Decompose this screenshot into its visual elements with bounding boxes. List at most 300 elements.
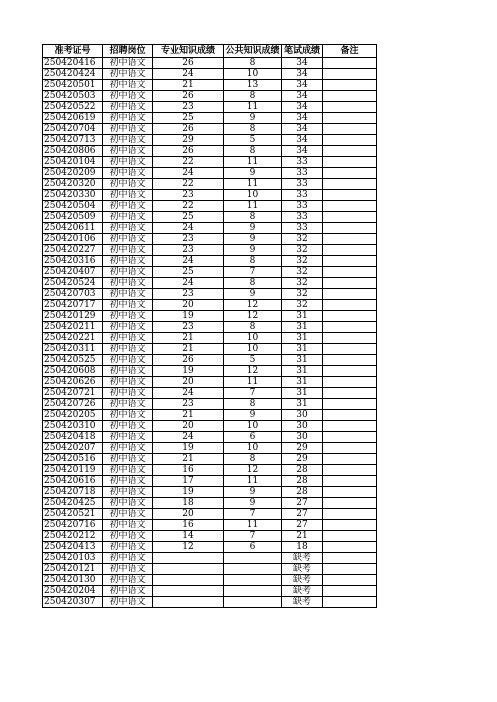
cell-remarks[interactable] bbox=[323, 311, 377, 322]
cell-position[interactable]: 初中语文 bbox=[103, 333, 153, 344]
cell-professional-score[interactable]: 23 bbox=[153, 234, 224, 245]
cell-written-score[interactable]: 32 bbox=[282, 234, 323, 245]
cell-public-score[interactable]: 11 bbox=[224, 377, 282, 388]
cell-remarks[interactable] bbox=[323, 498, 377, 509]
cell-written-score[interactable]: 27 bbox=[282, 520, 323, 531]
cell-position[interactable]: 初中语文 bbox=[103, 234, 153, 245]
cell-professional-score[interactable] bbox=[153, 553, 224, 564]
cell-remarks[interactable] bbox=[323, 465, 377, 476]
cell-public-score[interactable]: 7 bbox=[224, 388, 282, 399]
cell-professional-score[interactable]: 29 bbox=[153, 135, 224, 146]
cell-position[interactable]: 初中语文 bbox=[103, 344, 153, 355]
cell-position[interactable]: 初中语文 bbox=[103, 597, 153, 608]
cell-remarks[interactable] bbox=[323, 542, 377, 553]
cell-public-score[interactable]: 10 bbox=[224, 344, 282, 355]
cell-professional-score[interactable] bbox=[153, 564, 224, 575]
cell-position[interactable]: 初中语文 bbox=[103, 520, 153, 531]
cell-professional-score[interactable]: 21 bbox=[153, 333, 224, 344]
cell-public-score[interactable]: 7 bbox=[224, 531, 282, 542]
cell-remarks[interactable] bbox=[323, 553, 377, 564]
cell-public-score[interactable]: 12 bbox=[224, 300, 282, 311]
cell-exam-id[interactable]: 250420212 bbox=[43, 531, 103, 542]
cell-position[interactable]: 初中语文 bbox=[103, 91, 153, 102]
cell-position[interactable]: 初中语文 bbox=[103, 58, 153, 69]
cell-professional-score[interactable]: 26 bbox=[153, 146, 224, 157]
cell-position[interactable]: 初中语文 bbox=[103, 201, 153, 212]
cell-written-score[interactable]: 33 bbox=[282, 212, 323, 223]
cell-exam-id[interactable]: 250420227 bbox=[43, 245, 103, 256]
cell-professional-score[interactable]: 19 bbox=[153, 366, 224, 377]
cell-position[interactable]: 初中语文 bbox=[103, 432, 153, 443]
cell-remarks[interactable] bbox=[323, 520, 377, 531]
cell-professional-score[interactable]: 17 bbox=[153, 476, 224, 487]
cell-public-score[interactable]: 9 bbox=[224, 113, 282, 124]
cell-exam-id[interactable]: 250420509 bbox=[43, 212, 103, 223]
cell-exam-id[interactable]: 250420104 bbox=[43, 157, 103, 168]
cell-exam-id[interactable]: 250420611 bbox=[43, 223, 103, 234]
cell-position[interactable]: 初中语文 bbox=[103, 113, 153, 124]
cell-written-score[interactable]: 33 bbox=[282, 201, 323, 212]
cell-exam-id[interactable]: 250420501 bbox=[43, 80, 103, 91]
cell-exam-id[interactable]: 250420129 bbox=[43, 311, 103, 322]
cell-written-score[interactable]: 34 bbox=[282, 146, 323, 157]
cell-exam-id[interactable]: 250420524 bbox=[43, 278, 103, 289]
cell-remarks[interactable] bbox=[323, 267, 377, 278]
cell-public-score[interactable]: 8 bbox=[224, 146, 282, 157]
cell-position[interactable]: 初中语文 bbox=[103, 311, 153, 322]
cell-public-score[interactable]: 11 bbox=[224, 179, 282, 190]
cell-written-score[interactable]: 31 bbox=[282, 399, 323, 410]
cell-written-score[interactable]: 34 bbox=[282, 69, 323, 80]
cell-position[interactable]: 初中语文 bbox=[103, 322, 153, 333]
cell-position[interactable]: 初中语文 bbox=[103, 377, 153, 388]
cell-position[interactable]: 初中语文 bbox=[103, 421, 153, 432]
cell-written-score[interactable]: 32 bbox=[282, 267, 323, 278]
cell-professional-score[interactable] bbox=[153, 575, 224, 586]
cell-written-score[interactable]: 34 bbox=[282, 102, 323, 113]
cell-public-score[interactable]: 6 bbox=[224, 432, 282, 443]
cell-professional-score[interactable]: 14 bbox=[153, 531, 224, 542]
header-remarks[interactable]: 备注 bbox=[323, 45, 377, 58]
cell-remarks[interactable] bbox=[323, 223, 377, 234]
cell-position[interactable]: 初中语文 bbox=[103, 212, 153, 223]
cell-position[interactable]: 初中语文 bbox=[103, 300, 153, 311]
cell-written-score[interactable]: 28 bbox=[282, 465, 323, 476]
cell-exam-id[interactable]: 250420717 bbox=[43, 300, 103, 311]
cell-written-score[interactable]: 33 bbox=[282, 157, 323, 168]
cell-remarks[interactable] bbox=[323, 201, 377, 212]
cell-professional-score[interactable]: 26 bbox=[153, 58, 224, 69]
cell-public-score[interactable]: 8 bbox=[224, 212, 282, 223]
cell-position[interactable]: 初中语文 bbox=[103, 542, 153, 553]
cell-professional-score[interactable]: 20 bbox=[153, 377, 224, 388]
cell-exam-id[interactable]: 250420316 bbox=[43, 256, 103, 267]
cell-professional-score[interactable]: 26 bbox=[153, 124, 224, 135]
cell-public-score[interactable]: 11 bbox=[224, 102, 282, 113]
cell-professional-score[interactable]: 16 bbox=[153, 465, 224, 476]
cell-written-score[interactable]: 缺考 bbox=[282, 597, 323, 608]
cell-exam-id[interactable]: 250420608 bbox=[43, 366, 103, 377]
cell-remarks[interactable] bbox=[323, 289, 377, 300]
cell-position[interactable]: 初中语文 bbox=[103, 553, 153, 564]
cell-position[interactable]: 初中语文 bbox=[103, 168, 153, 179]
cell-written-score[interactable]: 缺考 bbox=[282, 553, 323, 564]
cell-written-score[interactable]: 31 bbox=[282, 377, 323, 388]
cell-public-score[interactable]: 11 bbox=[224, 201, 282, 212]
cell-position[interactable]: 初中语文 bbox=[103, 124, 153, 135]
cell-written-score[interactable]: 30 bbox=[282, 432, 323, 443]
header-public-score[interactable]: 公共知识成绩 bbox=[225, 46, 280, 56]
cell-professional-score[interactable]: 21 bbox=[153, 454, 224, 465]
cell-public-score[interactable]: 9 bbox=[224, 234, 282, 245]
cell-professional-score[interactable]: 20 bbox=[153, 509, 224, 520]
cell-professional-score[interactable]: 18 bbox=[153, 498, 224, 509]
header-written-score[interactable]: 笔试成绩 bbox=[282, 45, 323, 58]
cell-public-score[interactable]: 10 bbox=[224, 190, 282, 201]
cell-written-score[interactable]: 32 bbox=[282, 289, 323, 300]
cell-public-score[interactable]: 8 bbox=[224, 399, 282, 410]
cell-remarks[interactable] bbox=[323, 179, 377, 190]
cell-exam-id[interactable]: 250420425 bbox=[43, 498, 103, 509]
cell-position[interactable]: 初中语文 bbox=[103, 509, 153, 520]
cell-professional-score[interactable]: 24 bbox=[153, 223, 224, 234]
cell-position[interactable]: 初中语文 bbox=[103, 190, 153, 201]
cell-position[interactable]: 初中语文 bbox=[103, 69, 153, 80]
cell-remarks[interactable] bbox=[323, 410, 377, 421]
cell-exam-id[interactable]: 250420721 bbox=[43, 388, 103, 399]
cell-exam-id[interactable]: 250420616 bbox=[43, 476, 103, 487]
cell-position[interactable]: 初中语文 bbox=[103, 410, 153, 421]
cell-professional-score[interactable]: 23 bbox=[153, 399, 224, 410]
header-professional-score[interactable]: 专业知识成绩 bbox=[153, 45, 224, 58]
cell-professional-score[interactable]: 25 bbox=[153, 113, 224, 124]
cell-professional-score[interactable]: 16 bbox=[153, 520, 224, 531]
cell-remarks[interactable] bbox=[323, 476, 377, 487]
cell-professional-score[interactable]: 20 bbox=[153, 421, 224, 432]
cell-public-score[interactable]: 6 bbox=[224, 542, 282, 553]
cell-written-score[interactable]: 31 bbox=[282, 366, 323, 377]
cell-professional-score[interactable] bbox=[153, 597, 224, 608]
cell-remarks[interactable] bbox=[323, 355, 377, 366]
cell-written-score[interactable]: 33 bbox=[282, 223, 323, 234]
cell-written-score[interactable]: 28 bbox=[282, 487, 323, 498]
cell-exam-id[interactable]: 250420205 bbox=[43, 410, 103, 421]
cell-professional-score[interactable]: 19 bbox=[153, 443, 224, 454]
cell-professional-score[interactable]: 21 bbox=[153, 80, 224, 91]
cell-public-score[interactable]: 7 bbox=[224, 267, 282, 278]
cell-remarks[interactable] bbox=[323, 102, 377, 113]
cell-public-score[interactable] bbox=[224, 575, 282, 586]
cell-professional-score[interactable]: 23 bbox=[153, 102, 224, 113]
cell-written-score[interactable]: 33 bbox=[282, 190, 323, 201]
header-exam-id[interactable]: 准考证号 bbox=[43, 45, 103, 58]
cell-written-score[interactable]: 34 bbox=[282, 58, 323, 69]
cell-remarks[interactable] bbox=[323, 234, 377, 245]
cell-professional-score[interactable]: 26 bbox=[153, 91, 224, 102]
cell-public-score[interactable]: 8 bbox=[224, 124, 282, 135]
cell-public-score[interactable]: 8 bbox=[224, 58, 282, 69]
cell-remarks[interactable] bbox=[323, 278, 377, 289]
cell-written-score[interactable]: 32 bbox=[282, 256, 323, 267]
cell-position[interactable]: 初中语文 bbox=[103, 564, 153, 575]
cell-exam-id[interactable]: 250420424 bbox=[43, 69, 103, 80]
cell-public-score[interactable]: 12 bbox=[224, 465, 282, 476]
cell-professional-score[interactable]: 24 bbox=[153, 256, 224, 267]
cell-remarks[interactable] bbox=[323, 80, 377, 91]
cell-remarks[interactable] bbox=[323, 157, 377, 168]
cell-exam-id[interactable]: 250420716 bbox=[43, 520, 103, 531]
cell-remarks[interactable] bbox=[323, 256, 377, 267]
cell-remarks[interactable] bbox=[323, 421, 377, 432]
cell-public-score[interactable] bbox=[224, 564, 282, 575]
cell-remarks[interactable] bbox=[323, 91, 377, 102]
cell-position[interactable]: 初中语文 bbox=[103, 146, 153, 157]
cell-remarks[interactable] bbox=[323, 509, 377, 520]
cell-exam-id[interactable]: 250420726 bbox=[43, 399, 103, 410]
cell-remarks[interactable] bbox=[323, 212, 377, 223]
cell-public-score[interactable]: 5 bbox=[224, 355, 282, 366]
cell-public-score[interactable]: 8 bbox=[224, 278, 282, 289]
cell-remarks[interactable] bbox=[323, 597, 377, 608]
cell-remarks[interactable] bbox=[323, 564, 377, 575]
cell-professional-score[interactable]: 21 bbox=[153, 344, 224, 355]
cell-exam-id[interactable]: 250420211 bbox=[43, 322, 103, 333]
cell-remarks[interactable] bbox=[323, 146, 377, 157]
cell-written-score[interactable]: 32 bbox=[282, 245, 323, 256]
cell-written-score[interactable]: 27 bbox=[282, 498, 323, 509]
cell-professional-score[interactable]: 23 bbox=[153, 322, 224, 333]
cell-remarks[interactable] bbox=[323, 322, 377, 333]
cell-remarks[interactable] bbox=[323, 333, 377, 344]
cell-exam-id[interactable]: 250420204 bbox=[43, 586, 103, 597]
cell-public-score[interactable]: 10 bbox=[224, 69, 282, 80]
cell-public-score[interactable]: 10 bbox=[224, 443, 282, 454]
cell-exam-id[interactable]: 250420207 bbox=[43, 443, 103, 454]
cell-public-score[interactable]: 8 bbox=[224, 454, 282, 465]
cell-professional-score[interactable]: 24 bbox=[153, 69, 224, 80]
cell-public-score[interactable]: 13 bbox=[224, 80, 282, 91]
cell-professional-score[interactable]: 22 bbox=[153, 157, 224, 168]
cell-remarks[interactable] bbox=[323, 245, 377, 256]
cell-exam-id[interactable]: 250420209 bbox=[43, 168, 103, 179]
cell-position[interactable]: 初中语文 bbox=[103, 245, 153, 256]
cell-written-score[interactable]: 33 bbox=[282, 168, 323, 179]
cell-remarks[interactable] bbox=[323, 443, 377, 454]
cell-written-score[interactable]: 30 bbox=[282, 410, 323, 421]
cell-exam-id[interactable]: 250420320 bbox=[43, 179, 103, 190]
cell-position[interactable]: 初中语文 bbox=[103, 289, 153, 300]
cell-exam-id[interactable]: 250420619 bbox=[43, 113, 103, 124]
cell-position[interactable]: 初中语文 bbox=[103, 102, 153, 113]
cell-exam-id[interactable]: 250420703 bbox=[43, 289, 103, 300]
cell-public-score[interactable] bbox=[224, 586, 282, 597]
cell-position[interactable]: 初中语文 bbox=[103, 454, 153, 465]
cell-remarks[interactable] bbox=[323, 190, 377, 201]
cell-remarks[interactable] bbox=[323, 586, 377, 597]
cell-exam-id[interactable]: 250420718 bbox=[43, 487, 103, 498]
cell-remarks[interactable] bbox=[323, 113, 377, 124]
cell-public-score[interactable]: 8 bbox=[224, 91, 282, 102]
cell-exam-id[interactable]: 250420418 bbox=[43, 432, 103, 443]
cell-position[interactable]: 初中语文 bbox=[103, 476, 153, 487]
cell-written-score[interactable]: 29 bbox=[282, 454, 323, 465]
cell-written-score[interactable]: 31 bbox=[282, 322, 323, 333]
cell-public-score[interactable] bbox=[224, 597, 282, 608]
cell-professional-score[interactable]: 23 bbox=[153, 289, 224, 300]
cell-position[interactable]: 初中语文 bbox=[103, 388, 153, 399]
cell-written-score[interactable]: 缺考 bbox=[282, 586, 323, 597]
cell-professional-score[interactable]: 24 bbox=[153, 432, 224, 443]
cell-exam-id[interactable]: 250420503 bbox=[43, 91, 103, 102]
cell-position[interactable]: 初中语文 bbox=[103, 80, 153, 91]
cell-exam-id[interactable]: 250420221 bbox=[43, 333, 103, 344]
cell-position[interactable]: 初中语文 bbox=[103, 498, 153, 509]
cell-professional-score[interactable]: 24 bbox=[153, 388, 224, 399]
cell-professional-score[interactable]: 12 bbox=[153, 542, 224, 553]
cell-exam-id[interactable]: 250420413 bbox=[43, 542, 103, 553]
cell-written-score[interactable]: 21 bbox=[282, 531, 323, 542]
cell-remarks[interactable] bbox=[323, 69, 377, 80]
cell-written-score[interactable]: 29 bbox=[282, 443, 323, 454]
cell-position[interactable]: 初中语文 bbox=[103, 355, 153, 366]
cell-remarks[interactable] bbox=[323, 58, 377, 69]
cell-position[interactable]: 初中语文 bbox=[103, 267, 153, 278]
cell-remarks[interactable] bbox=[323, 366, 377, 377]
cell-professional-score[interactable]: 25 bbox=[153, 267, 224, 278]
cell-public-score[interactable]: 9 bbox=[224, 245, 282, 256]
cell-exam-id[interactable]: 250420121 bbox=[43, 564, 103, 575]
cell-remarks[interactable] bbox=[323, 531, 377, 542]
cell-position[interactable]: 初中语文 bbox=[103, 179, 153, 190]
cell-public-score[interactable]: 9 bbox=[224, 223, 282, 234]
cell-position[interactable]: 初中语文 bbox=[103, 586, 153, 597]
cell-public-score[interactable]: 9 bbox=[224, 289, 282, 300]
cell-professional-score[interactable]: 25 bbox=[153, 212, 224, 223]
cell-remarks[interactable] bbox=[323, 432, 377, 443]
header-position[interactable]: 招聘岗位 bbox=[103, 45, 153, 58]
cell-public-score[interactable]: 8 bbox=[224, 256, 282, 267]
cell-written-score[interactable]: 18 bbox=[282, 542, 323, 553]
cell-public-score[interactable]: 9 bbox=[224, 487, 282, 498]
cell-professional-score[interactable]: 23 bbox=[153, 190, 224, 201]
cell-written-score[interactable]: 32 bbox=[282, 300, 323, 311]
cell-public-score[interactable]: 12 bbox=[224, 311, 282, 322]
cell-public-score[interactable]: 10 bbox=[224, 421, 282, 432]
cell-written-score[interactable]: 30 bbox=[282, 421, 323, 432]
cell-exam-id[interactable]: 250420626 bbox=[43, 377, 103, 388]
cell-exam-id[interactable]: 250420106 bbox=[43, 234, 103, 245]
cell-written-score[interactable]: 31 bbox=[282, 344, 323, 355]
cell-written-score[interactable]: 34 bbox=[282, 91, 323, 102]
cell-written-score[interactable]: 31 bbox=[282, 333, 323, 344]
cell-position[interactable]: 初中语文 bbox=[103, 223, 153, 234]
cell-remarks[interactable] bbox=[323, 168, 377, 179]
cell-exam-id[interactable]: 250420307 bbox=[43, 597, 103, 608]
cell-public-score[interactable]: 9 bbox=[224, 498, 282, 509]
cell-written-score[interactable]: 27 bbox=[282, 509, 323, 520]
cell-position[interactable]: 初中语文 bbox=[103, 487, 153, 498]
cell-written-score[interactable]: 31 bbox=[282, 311, 323, 322]
cell-exam-id[interactable]: 250420806 bbox=[43, 146, 103, 157]
cell-position[interactable]: 初中语文 bbox=[103, 531, 153, 542]
cell-written-score[interactable]: 31 bbox=[282, 388, 323, 399]
cell-professional-score[interactable]: 19 bbox=[153, 311, 224, 322]
cell-position[interactable]: 初中语文 bbox=[103, 366, 153, 377]
cell-remarks[interactable] bbox=[323, 124, 377, 135]
cell-public-score[interactable]: 12 bbox=[224, 366, 282, 377]
cell-position[interactable]: 初中语文 bbox=[103, 399, 153, 410]
cell-remarks[interactable] bbox=[323, 399, 377, 410]
cell-position[interactable]: 初中语文 bbox=[103, 465, 153, 476]
cell-exam-id[interactable]: 250420522 bbox=[43, 102, 103, 113]
cell-position[interactable]: 初中语文 bbox=[103, 278, 153, 289]
cell-professional-score[interactable]: 22 bbox=[153, 179, 224, 190]
cell-exam-id[interactable]: 250420516 bbox=[43, 454, 103, 465]
cell-remarks[interactable] bbox=[323, 454, 377, 465]
cell-exam-id[interactable]: 250420504 bbox=[43, 201, 103, 212]
cell-remarks[interactable] bbox=[323, 388, 377, 399]
cell-professional-score[interactable]: 21 bbox=[153, 410, 224, 421]
cell-professional-score[interactable]: 19 bbox=[153, 487, 224, 498]
cell-written-score[interactable]: 34 bbox=[282, 80, 323, 91]
cell-professional-score[interactable]: 20 bbox=[153, 300, 224, 311]
cell-public-score[interactable]: 9 bbox=[224, 410, 282, 421]
cell-position[interactable]: 初中语文 bbox=[103, 575, 153, 586]
cell-exam-id[interactable]: 250420407 bbox=[43, 267, 103, 278]
cell-professional-score[interactable]: 26 bbox=[153, 355, 224, 366]
cell-professional-score[interactable]: 24 bbox=[153, 278, 224, 289]
cell-remarks[interactable] bbox=[323, 135, 377, 146]
cell-public-score[interactable]: 9 bbox=[224, 168, 282, 179]
cell-public-score[interactable]: 11 bbox=[224, 476, 282, 487]
cell-exam-id[interactable]: 250420713 bbox=[43, 135, 103, 146]
cell-professional-score[interactable]: 22 bbox=[153, 201, 224, 212]
cell-exam-id[interactable]: 250420311 bbox=[43, 344, 103, 355]
cell-written-score[interactable]: 33 bbox=[282, 179, 323, 190]
cell-written-score[interactable]: 31 bbox=[282, 355, 323, 366]
cell-professional-score[interactable]: 23 bbox=[153, 245, 224, 256]
cell-written-score[interactable]: 缺考 bbox=[282, 575, 323, 586]
cell-exam-id[interactable]: 250420704 bbox=[43, 124, 103, 135]
cell-exam-id[interactable]: 250420103 bbox=[43, 553, 103, 564]
cell-remarks[interactable] bbox=[323, 344, 377, 355]
cell-exam-id[interactable]: 250420416 bbox=[43, 58, 103, 69]
cell-position[interactable]: 初中语文 bbox=[103, 157, 153, 168]
cell-professional-score[interactable]: 24 bbox=[153, 168, 224, 179]
cell-exam-id[interactable]: 250420521 bbox=[43, 509, 103, 520]
cell-remarks[interactable] bbox=[323, 300, 377, 311]
cell-position[interactable]: 初中语文 bbox=[103, 443, 153, 454]
cell-exam-id[interactable]: 250420119 bbox=[43, 465, 103, 476]
cell-written-score[interactable]: 缺考 bbox=[282, 564, 323, 575]
cell-exam-id[interactable]: 250420130 bbox=[43, 575, 103, 586]
cell-remarks[interactable] bbox=[323, 377, 377, 388]
cell-position[interactable]: 初中语文 bbox=[103, 135, 153, 146]
cell-exam-id[interactable]: 250420330 bbox=[43, 190, 103, 201]
cell-written-score[interactable]: 34 bbox=[282, 135, 323, 146]
cell-public-score[interactable]: 5 bbox=[224, 135, 282, 146]
cell-public-score[interactable] bbox=[224, 553, 282, 564]
cell-public-score[interactable]: 11 bbox=[224, 157, 282, 168]
cell-exam-id[interactable]: 250420525 bbox=[43, 355, 103, 366]
cell-public-score[interactable]: 10 bbox=[224, 333, 282, 344]
cell-exam-id[interactable]: 250420310 bbox=[43, 421, 103, 432]
cell-written-score[interactable]: 34 bbox=[282, 113, 323, 124]
cell-professional-score[interactable] bbox=[153, 586, 224, 597]
cell-public-score[interactable]: 7 bbox=[224, 509, 282, 520]
cell-written-score[interactable]: 34 bbox=[282, 124, 323, 135]
cell-written-score[interactable]: 28 bbox=[282, 476, 323, 487]
